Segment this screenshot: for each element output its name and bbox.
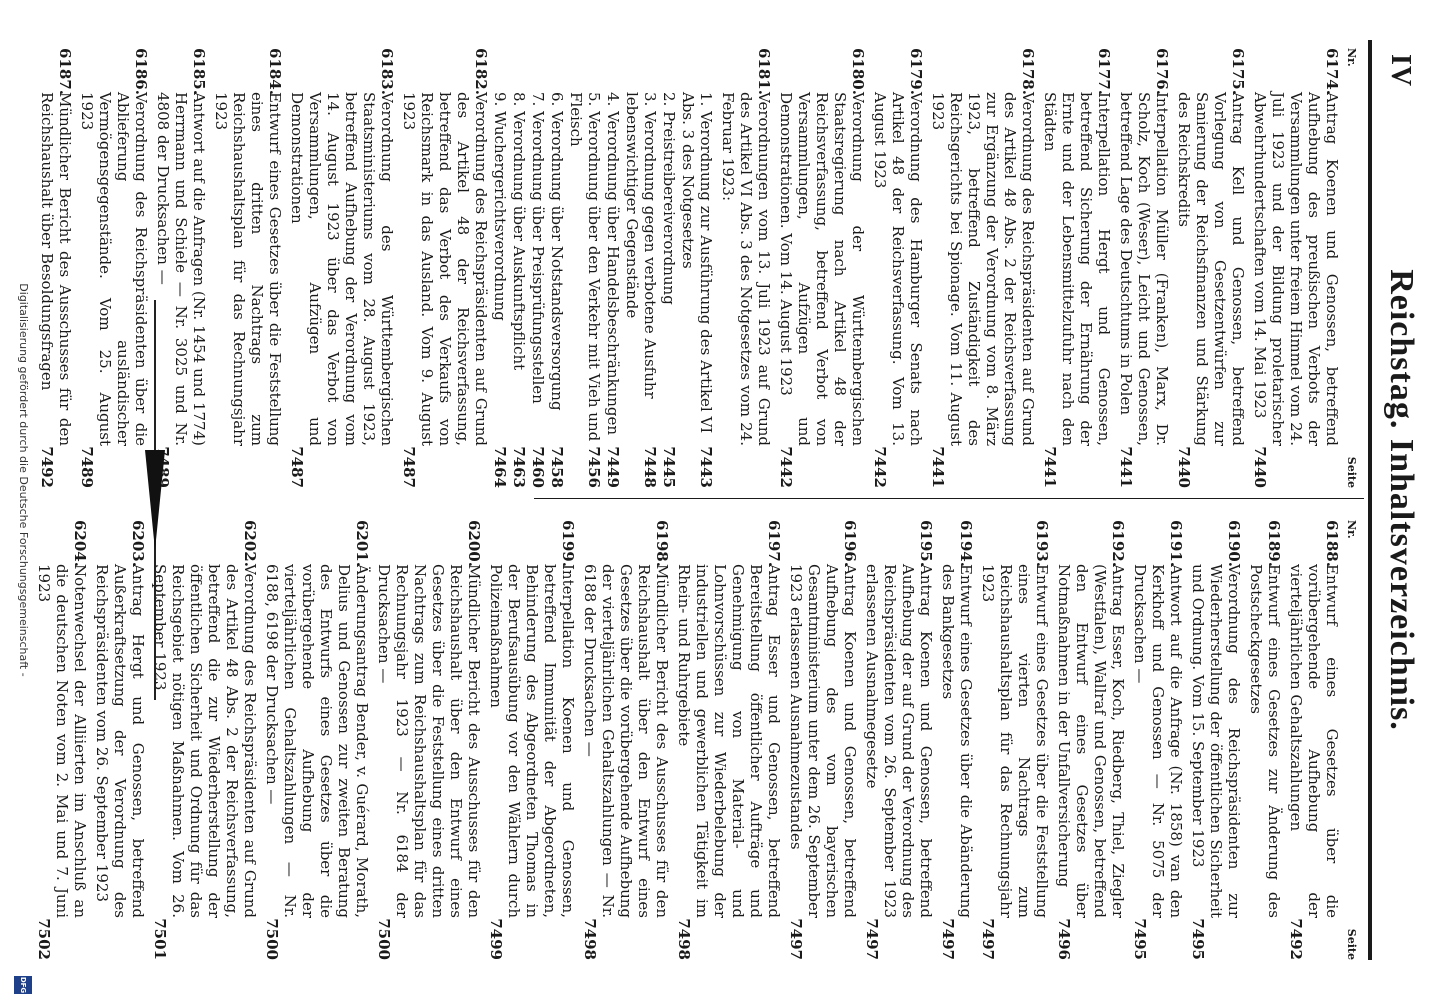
entry-row bbox=[1055, 520, 1127, 960]
footer bbox=[6, 0, 32, 1000]
entry-page: 7440 bbox=[1251, 446, 1269, 488]
sub-entry-text: 5. Verordnung über den Verkehr mit Vieh und Fleisch bbox=[567, 92, 603, 442]
sub-entry-text: 1. Verordnung zur Ausführung des Artikel VI Abs. 3 des Notgesetzes bbox=[679, 92, 715, 434]
entry-number: 6190. bbox=[1225, 520, 1243, 567]
entry-row bbox=[487, 520, 577, 960]
entry-number: 6181. bbox=[755, 48, 773, 95]
entry-text: Antrag Koenen und Genossen, betreffend Aufhebung der auf Grund der Verordnung des Reichspräsidenten vom 26. September 1923 erlassenen Ausnahmegesetze bbox=[863, 564, 935, 918]
entry-text: Verordnung des Reichspräsidenten auf Grund des Artikel 48 der Reichsverfassung, betreffend das Verbot des Verkaufs von Reichsmark in das Ausland. Vom 9. August 1923 bbox=[400, 92, 490, 446]
entry-text: Antwort auf die Anfragen (Nr. 1454 und 1774) Herrmann und Schiele — Nr. 3025 und Nr. 4808 der Drucksachen — bbox=[154, 92, 208, 446]
entry-text: Entwurf eines Gesetzes zur Änderung des Postscheckgesetzes bbox=[1247, 564, 1283, 918]
entry-row bbox=[1287, 520, 1341, 960]
binding-mark bbox=[134, 300, 174, 700]
entry-number: 6198. bbox=[653, 520, 671, 567]
right-column bbox=[31, 520, 1358, 960]
entry-number: 6192. bbox=[1109, 520, 1127, 567]
entry-page: 7499 bbox=[487, 918, 505, 960]
entry-row bbox=[719, 48, 773, 488]
page-number: IV bbox=[1385, 54, 1416, 88]
entry-page: 7440 bbox=[1175, 446, 1193, 488]
nr-heading: Nr. bbox=[1345, 520, 1358, 539]
entry-row bbox=[1041, 48, 1113, 488]
sub-entry-page: 7445 bbox=[660, 446, 678, 488]
entry-list bbox=[38, 48, 490, 488]
entry-text: Antwort auf die Anfrage (Nr. 1858) van den Kerkhoff und Genossen — Nr. 5075 der Drucksachen — bbox=[1131, 564, 1185, 918]
sub-entry-text: 4. Verordnung über Handelsbeschränkungen bbox=[604, 92, 622, 436]
entry-number: 6194. bbox=[957, 520, 975, 567]
sub-entry-page: 7448 bbox=[641, 446, 659, 488]
sub-entry-page: 7456 bbox=[585, 446, 603, 488]
entry-text: Mündlicher Bericht des Ausschusses für den Reichshaushalt über den Entwurf eines Gesetzes über die Feststellung eines dritten Nachtrags zum Reichshaushaltsplan für das Rechnungsjahr 1923 — Nr. 6184 der Drucksachen — bbox=[375, 564, 483, 918]
entry-text: Interpellation Hergt und Genossen, betreffend Sicherung der Ernährung der Ernte und der Lebensmittelzufuhr nach den Städten bbox=[1041, 92, 1113, 446]
binding-arrow-icon bbox=[145, 450, 165, 550]
entry-row bbox=[1251, 48, 1341, 488]
entry-text: Interpellation Müller (Franken), Marx, Dr. Scholz, Koch (Weser), Leicht und Genossen, betreffend Lage des Deutschtums in Polen bbox=[1117, 92, 1171, 446]
entry-page: 7501 bbox=[151, 918, 169, 960]
seite-heading: Seite bbox=[1345, 456, 1358, 488]
entry-page: 7502 bbox=[35, 918, 53, 960]
sub-entry-list bbox=[491, 48, 715, 488]
sub-entry-page: 7443 bbox=[697, 446, 715, 488]
entry-number: 6193. bbox=[1033, 520, 1051, 567]
sub-entry-text: 9. Wuchergerichtsverordnung bbox=[491, 92, 509, 321]
sub-entry-row bbox=[623, 48, 659, 488]
page-title: Reichstag. Inhaltsverzeichnis. bbox=[1383, 269, 1420, 731]
entry-number: 6197. bbox=[765, 520, 783, 567]
entry-text: Antrag Koenen und Genossen, betreffend Aufhebung des vom bayerischen Gesamtministerium unter dem 26. September 1923 erlassenen Ausnahmezustandes bbox=[787, 564, 859, 918]
entry-text: Antrag Esser und Genossen, betreffend Bereitstellung öffentlicher Aufträge und Genehmigung von Material- und Lohnvorschüssen zur Wiederbelebung der industriellen und gewerblichen Tätigkeit im Rhein- und Ruhrgebiete bbox=[675, 564, 783, 918]
entry-number: 6202. bbox=[241, 520, 259, 567]
entry-number: 6182. bbox=[472, 48, 490, 95]
entry-text: Mündlicher Bericht des Ausschusses für den Reichshaushalt über den Entwurf eines Gesetzes über die vorübergehende Aufhebung der vierteljährlichen Gehaltszahlungen — Nr. 6188 der Drucksachen — bbox=[581, 564, 671, 918]
entry-text: Verordnung des Württembergischen Staatsministeriums vom 28. August 1923, betreffend Aufhebung der Verordnung vom 14. August 1923 über das Verbot von Versammlungen, Aufzügen und Demonstrationen bbox=[288, 92, 396, 446]
entry-page: 7489 bbox=[154, 446, 172, 488]
entry-number: 6175. bbox=[1229, 48, 1247, 95]
entry-row bbox=[1247, 520, 1283, 960]
sub-entry-row bbox=[529, 48, 547, 488]
sub-entry-text: 6. Verordnung über Notstandsversorgung bbox=[548, 92, 566, 411]
entry-row bbox=[777, 48, 867, 488]
sub-entry-row bbox=[679, 48, 715, 488]
entry-text: Entwurf eines Gesetzes über die Feststellung eines vierten Nachtrags zum Reichshaushaltsplan für das Rechnungsjahr 1923 bbox=[979, 564, 1051, 918]
entry-row bbox=[375, 520, 483, 960]
entry-row bbox=[212, 48, 284, 488]
sub-entry-page: 7463 bbox=[510, 446, 528, 488]
sub-entry-row bbox=[548, 48, 566, 488]
entry-list bbox=[719, 48, 1341, 488]
entry-text: Entwurf eines Gesetzes über die Abänderung des Bankgesetzes bbox=[939, 564, 975, 918]
entry-number: 6185. bbox=[190, 48, 208, 95]
entry-row bbox=[979, 520, 1051, 960]
sub-entry-row bbox=[567, 48, 603, 488]
entry-number: 6201. bbox=[353, 520, 371, 567]
entry-page: 7492 bbox=[38, 446, 56, 488]
entry-number: 6203. bbox=[129, 520, 147, 567]
entry-page: 7442 bbox=[871, 446, 889, 488]
entry-text: Entwurf eines Gesetzes über die Feststellung eines dritten Nachtrags zum Reichshaushaltsplan für das Rechnungsjahr 1923 bbox=[212, 92, 284, 446]
entry-text: Antrag Koenen und Genossen, betreffend Aufhebung des preußischen Verbots der Versammlungen unter freiem Himmel vom 24. Juli 1923 und der Bildung proletarischer Abwehrhundertschaften vom 14. Mai 1923 bbox=[1251, 92, 1341, 446]
entry-row bbox=[263, 520, 371, 960]
entry-text: Verordnungen vom 13. Juli 1923 auf Grund des Artikel VI Abs. 3 des Notgesetzes vom 24. Februar 1923: bbox=[719, 92, 773, 446]
entry-page: 7441 bbox=[929, 446, 947, 488]
entry-page: 7487 bbox=[400, 446, 418, 488]
entry-page: 7497 bbox=[863, 918, 881, 960]
entry-row bbox=[35, 520, 89, 960]
entry-number: 6180. bbox=[849, 48, 867, 95]
sub-entry-page: 7458 bbox=[548, 446, 566, 488]
seite-heading: Seite bbox=[1345, 928, 1358, 960]
entry-row bbox=[581, 520, 671, 960]
entry-row bbox=[871, 48, 925, 488]
entry-page: 7497 bbox=[939, 918, 957, 960]
entry-page: 7497 bbox=[787, 918, 805, 960]
entry-number: 6177. bbox=[1095, 48, 1113, 95]
entry-number: 6176. bbox=[1153, 48, 1171, 95]
entry-text: Mündlicher Bericht des Ausschusses für den Reichshaushalt über Besoldungsfragen bbox=[38, 92, 74, 446]
entry-number: 6188. bbox=[1323, 520, 1341, 567]
entry-row bbox=[1117, 48, 1171, 488]
sub-entry-row bbox=[510, 48, 528, 488]
entry-page: 7495 bbox=[1131, 918, 1149, 960]
entry-text: Interpellation Koenen und Genossen, betreffend Immunität der Abgeordneten, Behinderung des Abgeordneten Thomas in der Berufsausübung vor den Wählern durch Polizeimaßnahmen bbox=[487, 564, 577, 918]
column-header bbox=[1345, 520, 1358, 960]
entry-text: Verordnung des Reichspräsidenten über die Ablieferung ausländischer Vermögensgegenstände. Vom 25. August 1923 bbox=[78, 92, 150, 446]
entry-number: 6184. bbox=[266, 48, 284, 95]
entry-number: 6196. bbox=[841, 520, 859, 567]
dfg-logo: DFG bbox=[14, 976, 32, 994]
entry-page: 7496 bbox=[1055, 918, 1073, 960]
entry-text: Verordnung des Reichspräsidenten zur Wiederherstellung der öffentlichen Sicherheit und Ordnung. Vom 15. September 1923 bbox=[1189, 564, 1243, 918]
entry-row bbox=[38, 48, 74, 488]
entry-text: Antrag Kell und Genossen, betreffend Vorlegung von Gesetzentwürfen zur Sanierung der Reichsfinanzen und Stärkung des Reichskredits bbox=[1175, 92, 1247, 446]
entry-number: 6195. bbox=[917, 520, 935, 567]
header-rule bbox=[1368, 40, 1372, 960]
entry-page: 7441 bbox=[1117, 446, 1135, 488]
sub-entry-page: 7449 bbox=[604, 446, 622, 488]
entry-row bbox=[1175, 48, 1247, 488]
entry-row bbox=[400, 48, 490, 488]
sub-entry-row bbox=[491, 48, 509, 488]
entry-page: 7498 bbox=[675, 918, 693, 960]
entry-number: 6199. bbox=[559, 520, 577, 567]
entry-number: 6200. bbox=[465, 520, 483, 567]
entry-row bbox=[863, 520, 935, 960]
entry-page: 7498 bbox=[581, 918, 599, 960]
entry-row bbox=[787, 520, 859, 960]
entry-page: 7441 bbox=[1041, 446, 1059, 488]
entry-row bbox=[675, 520, 783, 960]
sub-entry-text: 3. Verordnung gegen verbotene Ausfuhr lebenswichtiger Gegenstände bbox=[623, 92, 659, 399]
entry-number: 6189. bbox=[1265, 520, 1283, 567]
entry-row bbox=[939, 520, 975, 960]
entry-text: Änderungsantrag Bender, v. Guérard, Morath, Delius und Genossen zur zweiten Beratung des Entwurfs eines Gesetzes über die vorübergehende Aufhebung der vierteljährlichen Gehaltszahlungen — Nr. 6188, 6198 der Drucksachen — bbox=[263, 564, 371, 918]
entry-text: Antrag Esser, Koch, Riedberg, Thiel, Ziegler (Westfalen), Wallraf und Genossen, betreffend den Entwurf eines Gesetzes über Notmaßnahmen in der Unfallversicherung bbox=[1055, 564, 1127, 918]
entry-number: 6187. bbox=[56, 48, 74, 95]
sub-entry-text: 7. Verordnung über Preisprüfungsstellen bbox=[529, 92, 547, 404]
entry-text: Entwurf eines Gesetzes über die vorübergehende Aufhebung der vierteljährlichen Gehaltszahlungen bbox=[1287, 564, 1341, 918]
entry-number: 6191. bbox=[1167, 520, 1185, 567]
entry-number: 6174. bbox=[1323, 48, 1341, 95]
sub-entry-row bbox=[604, 48, 622, 488]
entry-text: Verordnung des Hamburger Senats nach Artikel 48 der Reichsverfassung. Vom 13. August 1923 bbox=[871, 92, 925, 446]
entry-number: 6179. bbox=[907, 48, 925, 95]
entry-row bbox=[1189, 520, 1243, 960]
entry-number: 6186. bbox=[132, 48, 150, 95]
entry-page: 7497 bbox=[979, 918, 997, 960]
entry-row bbox=[288, 48, 396, 488]
entry-list bbox=[35, 520, 1341, 960]
entry-page: 7442 bbox=[777, 446, 795, 488]
entry-page: 7492 bbox=[1287, 918, 1305, 960]
entry-text: Verordnung des Reichspräsidenten auf Grund des Artikel 48 Abs. 2 der Reichsverfassung, betreffend die zur Wiederherstellung der öffentlichen Sicherheit und Ordnung für das Reichsgebiet nötigen Maßnahmen. Vom 26. September 1923 bbox=[151, 564, 259, 918]
entry-page: 7489 bbox=[78, 446, 96, 488]
entry-page: 7487 bbox=[288, 446, 306, 488]
column-divider bbox=[534, 498, 1364, 499]
sub-entry-page: 7460 bbox=[529, 446, 547, 488]
column-header bbox=[1345, 48, 1358, 488]
sub-entry-text: 8. Verordnung über Auskunftspflicht bbox=[510, 92, 528, 371]
entry-text: Antrag Hergt und Genossen, betreffend Außerkraftsetzung der Verordnung des Reichspräsidenten vom 26. September 1923 bbox=[93, 564, 147, 918]
entry-number: 6204. bbox=[71, 520, 89, 567]
entry-text: Verordnung der Württembergischen Staatsregierung nach Artikel 48 der Reichsverfassung, betreffend Verbot von Versammlungen, Aufzügen und Demonstrationen. Vom 14. August 1923 bbox=[777, 92, 867, 446]
entry-number: 6183. bbox=[378, 48, 396, 95]
sub-entry-text: 2. Preistreibereiverordnung bbox=[660, 92, 678, 305]
entry-number: 6178. bbox=[1019, 48, 1037, 95]
entry-page: 7500 bbox=[375, 918, 393, 960]
footer-text: Digitalisierung gefördert durch die Deutsche Forschungsgemeinschaft - bbox=[17, 283, 30, 677]
sub-entry-page: 7464 bbox=[491, 446, 509, 488]
entry-page: 7495 bbox=[1189, 918, 1207, 960]
entry-text: Notenwechsel der Alliierten im Anschluß an die deutschen Noten vom 2. Mai und 7. Juni 1923 bbox=[35, 564, 89, 918]
left-column bbox=[34, 48, 1358, 488]
entry-text: Verordnung des Reichspräsidenten auf Grund des Artikel 48 Abs. 2 der Reichsverfassung zur Ergänzung der Verordnung vom 8. März 1923, betreffend Zuständigkeit des Reichsgerichts bei Spionage. Vom 11. August 1923 bbox=[929, 92, 1037, 446]
entry-page: 7500 bbox=[263, 918, 281, 960]
sub-entry-row bbox=[660, 48, 678, 488]
nr-heading: Nr. bbox=[1345, 48, 1358, 67]
page-header bbox=[1366, 40, 1434, 960]
entry-row bbox=[929, 48, 1037, 488]
entry-row bbox=[1131, 520, 1185, 960]
